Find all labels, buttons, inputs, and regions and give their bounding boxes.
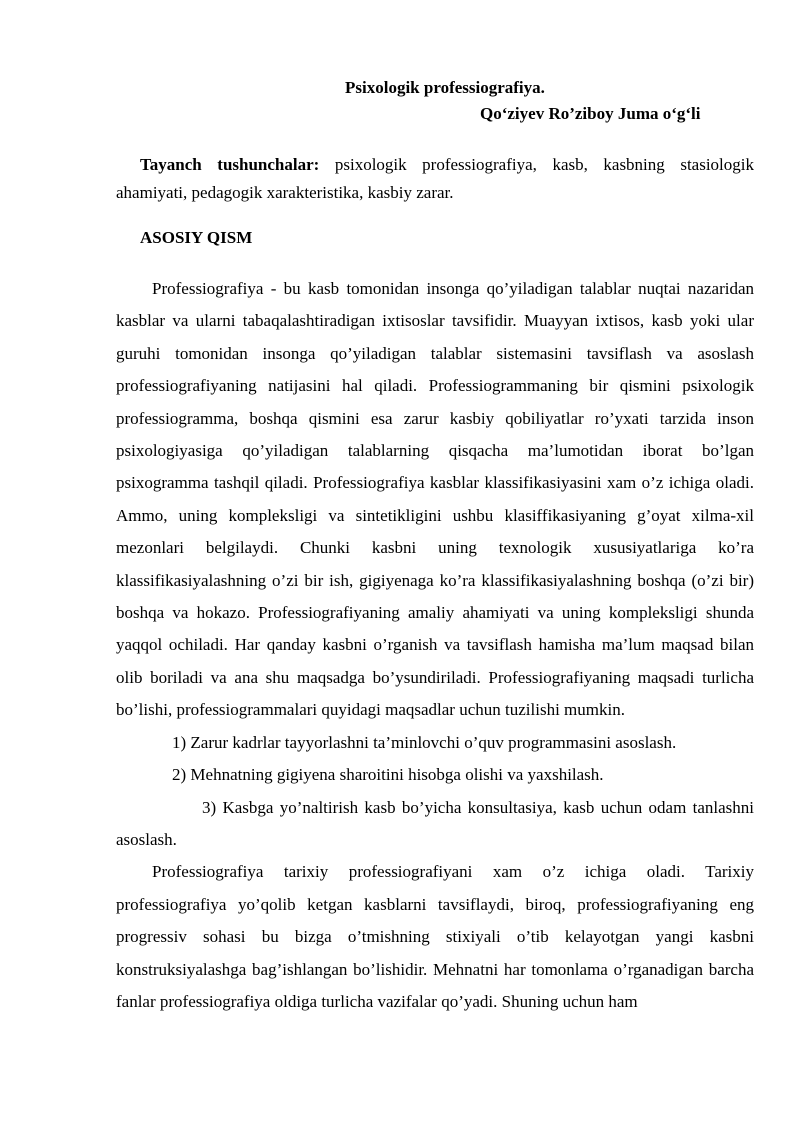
- paragraph: Professiografiya tarixiy professiografiyani xam o’z ichiga oladi. Tarixiy professiografiya yo’qolib ketgan kasblarni tavsiflaydi, biroq, professiografiyaning eng progressiv sohasi bu bizga o’tmishning stixiyali o’tib kelayotgan yangi kasbni konstruksiyalashga bag’ishlangan bo’lishidir. Mehnatni har tomonlama o’rganadigan barcha fanlar professiografiya oldiga turlicha vazifalar qo’yadi. Shuning uchun ham: [116, 862, 754, 1011]
- keywords-block: [116, 151, 754, 207]
- section-heading: ASOSIY QISM: [140, 228, 253, 247]
- list-item: 1) Zarur kadrlar tayyorlashni ta’minlovchi o’quv programmasini asoslash.: [172, 732, 677, 752]
- list-item: 3) Kasbga yo’naltirish kasb bo’yicha konsultasiya, kasb uchun odam tanlashni asoslash.: [116, 797, 754, 849]
- paragraph: Professiografiya - bu kasb tomonidan insonga qo’yiladigan talablar nuqtai nazaridan kasblar va ularni tabaqalashtiradigan ixtisoslar tavsifidir. Muayyan ixtisos, kasb yoki ular guruhi tomonidan insonga qo’yiladigan talablar sistemasini tavsiflash va asoslash professiografiyaning natijasini hal qiladi. Professiogrammaning bir qismini psixologik professiogramma, boshqa qismini esa zarur kasbiy qobiliyatlar ro’yxati tarzida inson psixologiyasiga qo’yiladigan talablarning qisqacha ma’lumotidan iborat bo’lgan psixogramma tashqil qiladi. Professiografiya kasblar klassifikasiyasini xam o’z ichiga oladi. Ammo, uning kompleksligi va sintetikligini ushbu klasiffikasiyaning g’oyat xilma-xil mezonlari belgilaydi. Chunki kasbni uning texnologik xususiyatlariga ko’ra klassifikasiyalashning o’zi bir ish, gigiyenaga ko’ra klassifikasiyalashning boshqa (o’zi bir) boshqa va hokazo. Professiografiyaning amaliy ahamiyati va uning kompleksligi shunda yaqqol ochiladi. Har qanday kasbni o’rganish va tavsiflash hamisha ma’lum maqsad bilan olib boriladi va ana shu maqsadga bo’ysundiriladi. Professiografiyaning maqsadi turlicha bo’lishi, professiogrammalari quyidagi maqsadlar uchun tuzilishi mumkin.: [116, 279, 754, 720]
- document-title: Psixologik professiografiya.: [345, 78, 545, 97]
- list-item: 2) Mehnatning gigiyena sharoitini hisobga olishi va yaxshilash.: [172, 765, 604, 785]
- keywords-text: psixologik professiografiya, kasb, kasbning stasiologik ahamiyati, pedagogik xarakteristika, kasbiy zarar.: [116, 155, 754, 202]
- keywords-label: Tayanch tushunchalar:: [140, 155, 320, 174]
- author-name: Qo‘ziyev Ro’ziboy Juma o‘g‘li: [480, 104, 701, 123]
- body-text: [116, 273, 754, 1018]
